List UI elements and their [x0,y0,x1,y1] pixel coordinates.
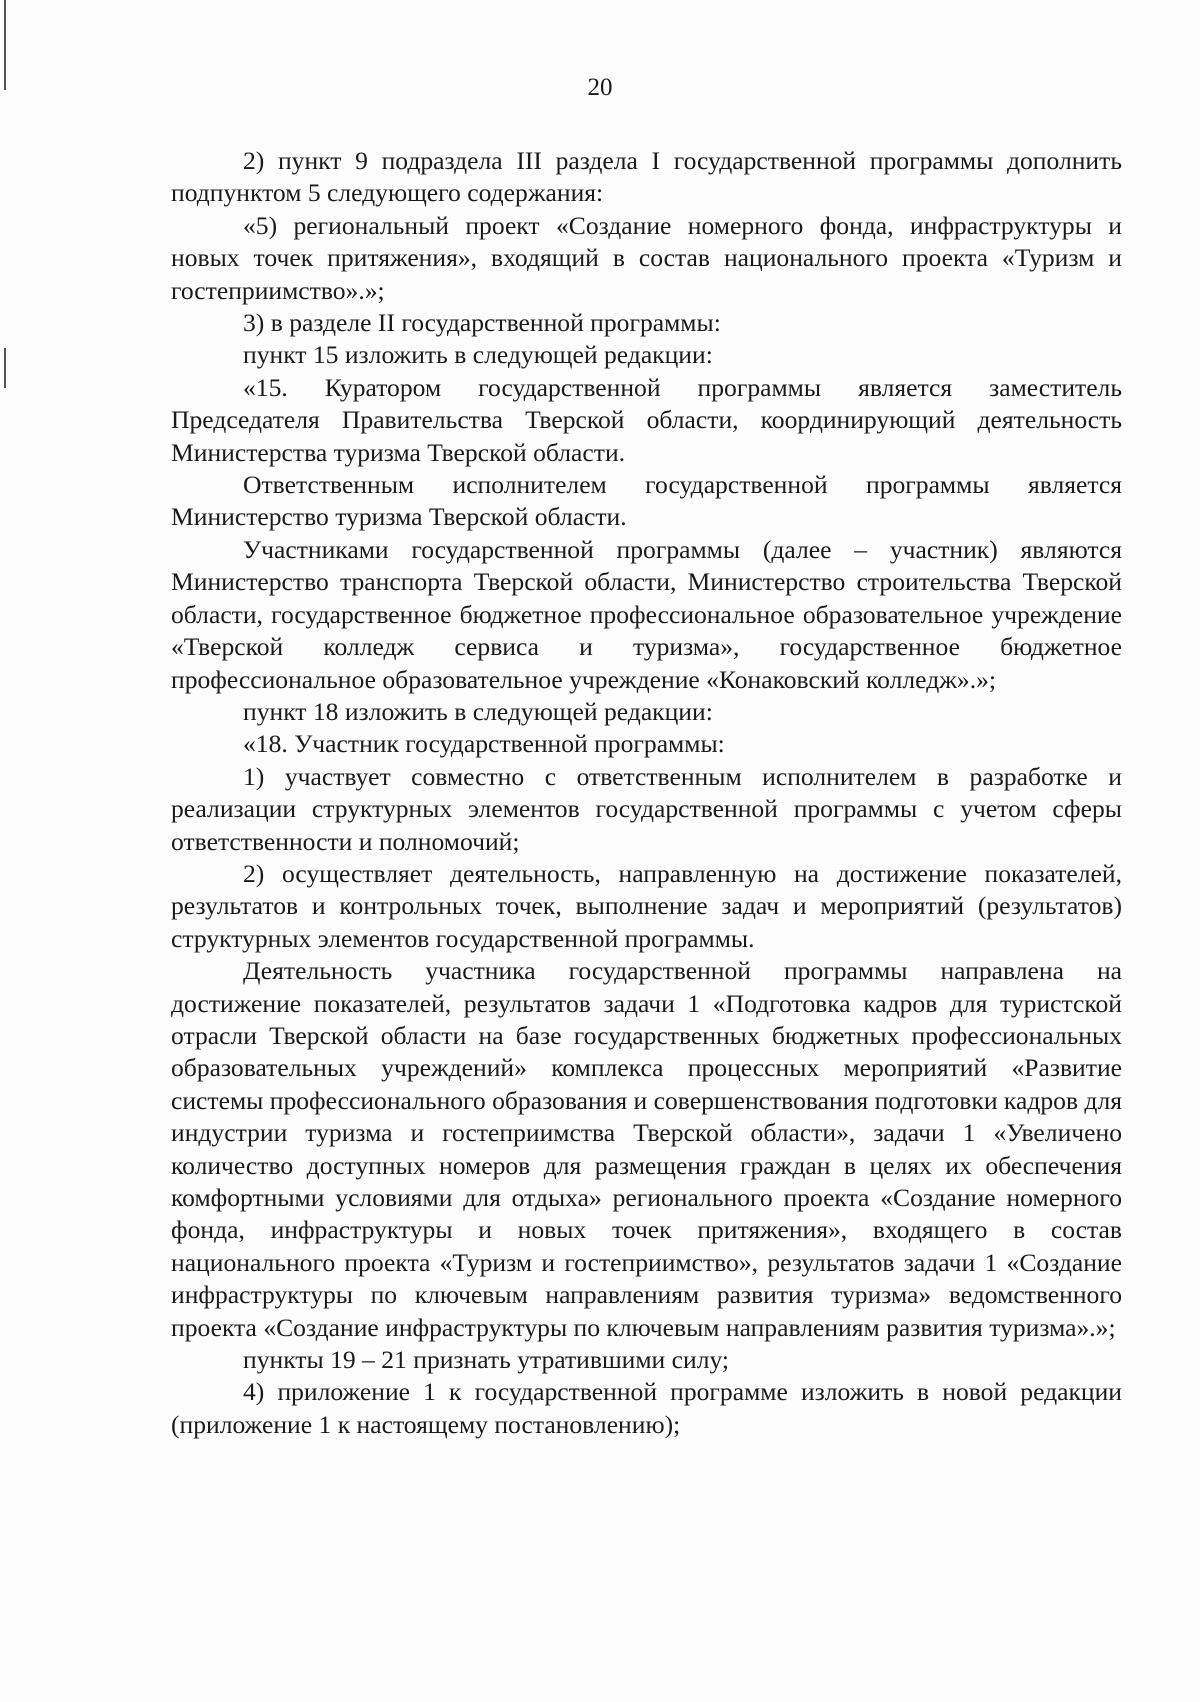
paragraph-point-18-sub-2: 2) осуществляет деятельность, направленную на достижение показателей, результатов и контрольных точек, выполнение задач и мероприятий (результатов) структурных элементов государственной программы. [171,858,1122,953]
paragraph-item-4: 4) приложение 1 к государственной программе изложить в новой редакции (приложение 1 к настоящему постановлению); [171,1377,1122,1439]
paragraph-item-3: 3) в разделе II государственной программы: [243,308,721,338]
paragraph-points-19-21: пункты 19 – 21 признать утратившими силу; [243,1345,730,1375]
document-body [171,145,1122,1441]
paragraph-point-18-intro: пункт 18 изложить в следующей редакции: [243,696,713,726]
paragraph-point-18-heading: «18. Участник государственной программы: [243,729,725,759]
paragraph-participant-activity: Деятельность участника государственной программы направлена на достижение показателей, результатов задачи 1 «Подготовка кадров для туристской отрасли Тверской области на базе государственных бюджетных профессиональных образовательных учреждений» комплекса процессных мероприятий «Развитие системы профессионального образования и совершенствования подготовки кадров для индустрии туризма и гостеприимства Тверской области», задачи 1 «Увеличено количество доступных номеров для размещения граждан в целях их обеспечения комфортными условиями для отдыха» регионального проекта «Создание номерного фонда, инфраструктуры и новых точек притяжения», входящего в состав национального проекта «Туризм и гостеприимство», результатов задачи 1 «Создание инфраструктуры по ключевым направлениям развития туризма» ведомственного проекта «Создание инфраструктуры по ключевым направлениям развития туризма».»; [171,956,1122,1342]
paragraph-point-15-curator: «15. Куратором государственной программы является заместитель Председателя Правительства Тверской области, координирующий деятельность Министерства туризма Тверской области. [171,372,1122,467]
page-number: 20 [587,74,613,101]
scan-edge-mark [4,348,6,388]
paragraph-participants: Участниками государственной программы (далее – участник) являются Министерство транспорта Тверской области, Министерство строительства Тверской области, государственное бюджетное профессиональное образовательное учреждение «Тверской колледж сервиса и туризма», государственное бюджетное профессиональное образовательное учреждение «Конаковский колледж».»; [171,534,1122,694]
paragraph-subitem-5: «5) региональный проект «Создание номерного фонда, инфраструктуры и новых точек притяжения», входящий в состав национального проекта «Туризм и гостеприимство».»; [171,210,1122,305]
paragraph-point-18-sub-1: 1) участвует совместно с ответственным исполнителем в разработке и реализации структурных элементов государственной программы с учетом сферы ответственности и полномочий; [171,761,1122,856]
paragraph-item-2: 2) пункт 9 подраздела III раздела I государственной программы дополнить подпунктом 5 следующего содержания: [171,146,1122,208]
paragraph-point-15-intro: пункт 15 изложить в следующей редакции: [243,340,713,370]
paragraph-responsible-executor: Ответственным исполнителем государственной программы является Министерство туризма Тверской области. [171,470,1122,532]
